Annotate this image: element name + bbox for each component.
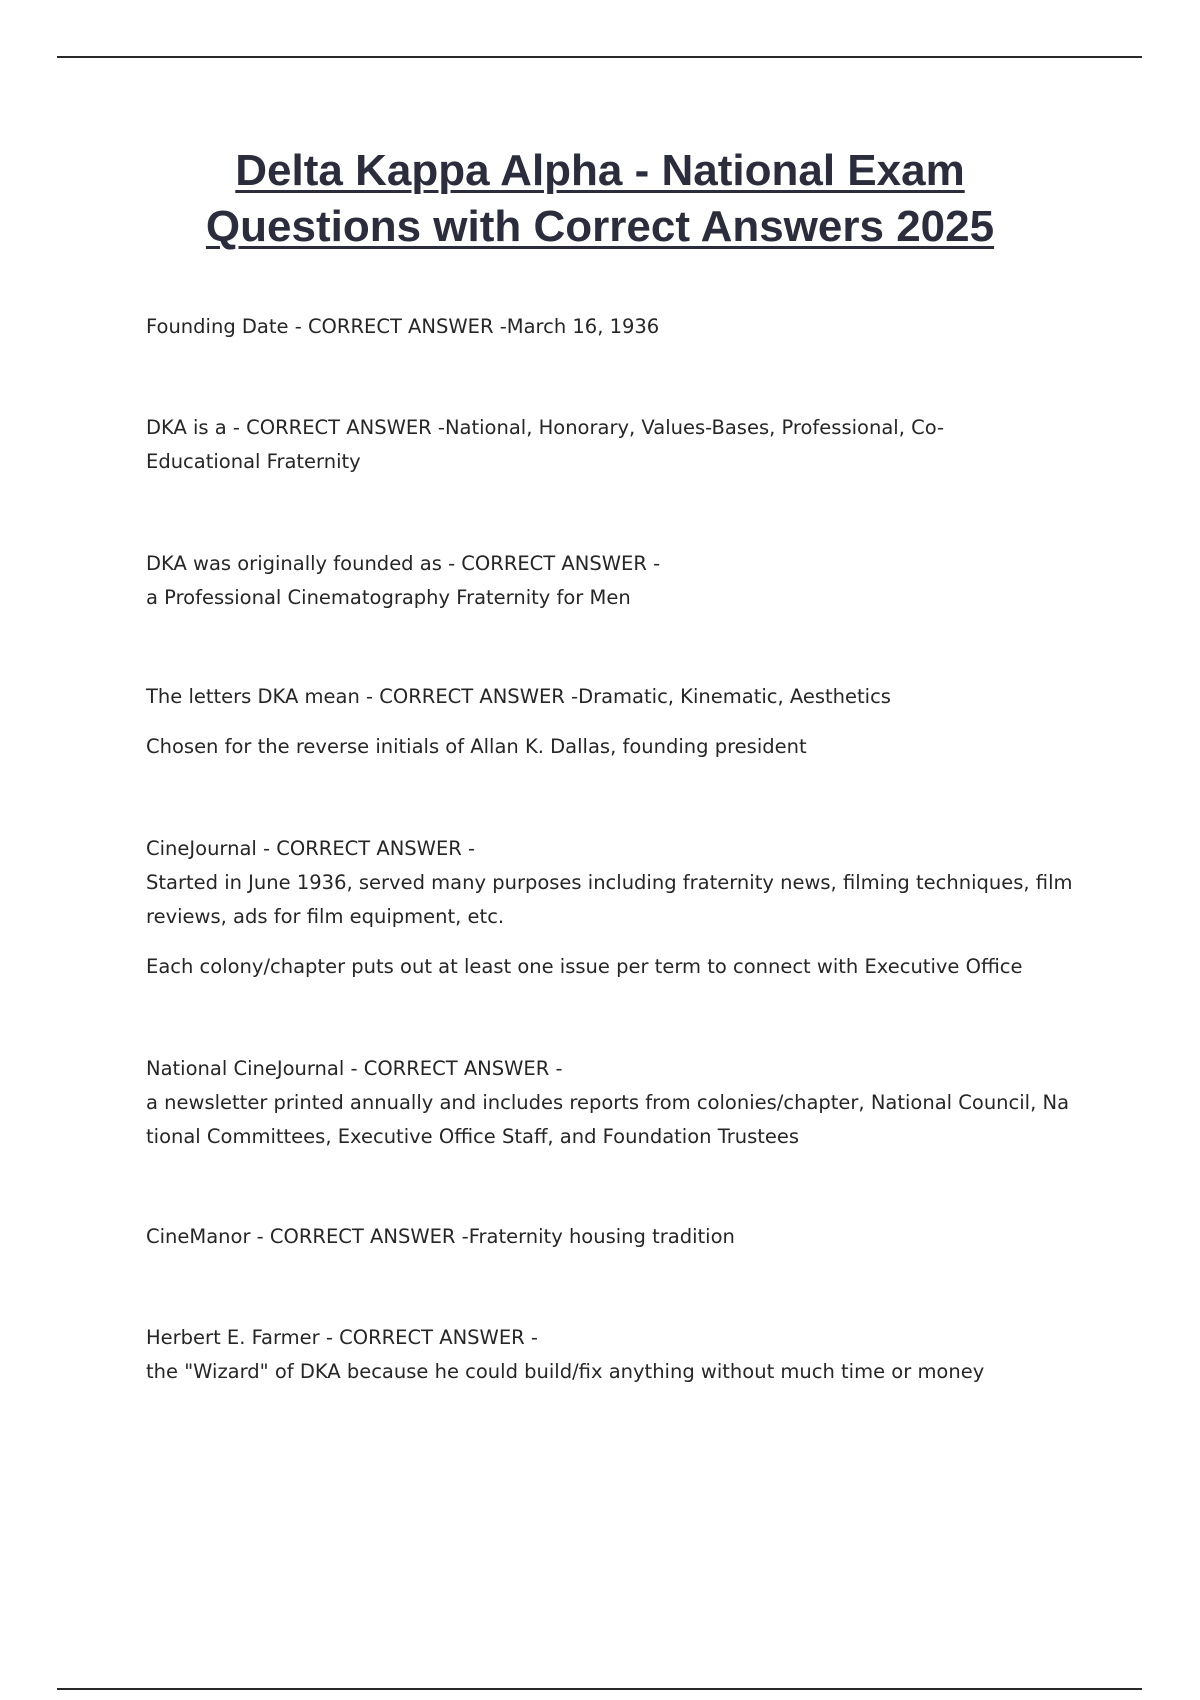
qa-line: a Professional Cinematography Fraternity for Men <box>146 586 631 609</box>
qa-line: reviews, ads for film equipment, etc. <box>146 905 505 928</box>
qa-extra: Each colony/chapter puts out at least one issue per term to connect with Executive Office <box>146 955 1023 978</box>
qa-line: DKA is a - CORRECT ANSWER -National, Honorary, Values-Bases, Professional, Co- <box>146 416 945 439</box>
qa-line: DKA was originally founded as - CORRECT ANSWER - <box>146 552 661 575</box>
title-line-2: Questions with Correct Answers 2025 <box>205 202 995 251</box>
qa-line: CineManor - CORRECT ANSWER -Fraternity housing tradition <box>146 1225 735 1248</box>
qa-item-cinejournal <box>146 832 1096 984</box>
qa-item-founding-date <box>146 310 1096 344</box>
qa-line: The letters DKA mean - CORRECT ANSWER -Dramatic, Kinematic, Aesthetics <box>146 685 891 708</box>
qa-line: tional Committees, Executive Office Staff, and Foundation Trustees <box>146 1125 800 1148</box>
qa-item-cinemanor <box>146 1220 1096 1254</box>
qa-item-national-cinejournal <box>146 1052 1096 1154</box>
qa-extra: Chosen for the reverse initials of Allan K. Dallas, founding president <box>146 735 807 758</box>
qa-item-letters-meaning <box>146 680 1096 764</box>
document-title <box>100 143 1100 255</box>
top-rule <box>57 56 1142 58</box>
qa-item-herbert-farmer <box>146 1321 1096 1389</box>
qa-line: CineJournal - CORRECT ANSWER - <box>146 837 476 860</box>
qa-line: a newsletter printed annually and includes reports from colonies/chapter, National Council, Na <box>146 1091 1070 1114</box>
qa-line: Educational Fraternity <box>146 450 361 473</box>
qa-line: Started in June 1936, served many purposes including fraternity news, filming techniques, film <box>146 871 1073 894</box>
qa-line: the "Wizard" of DKA because he could build/fix anything without much time or money <box>146 1360 985 1383</box>
qa-item-dka-is-a <box>146 411 1096 479</box>
qa-line: Founding Date - CORRECT ANSWER -March 16, 1936 <box>146 315 660 338</box>
qa-line: Herbert E. Farmer - CORRECT ANSWER - <box>146 1326 538 1349</box>
qa-item-originally-founded <box>146 547 1096 615</box>
qa-line: National CineJournal - CORRECT ANSWER - <box>146 1057 563 1080</box>
title-line-1: Delta Kappa Alpha - National Exam <box>235 146 965 195</box>
bottom-rule <box>57 1688 1142 1690</box>
